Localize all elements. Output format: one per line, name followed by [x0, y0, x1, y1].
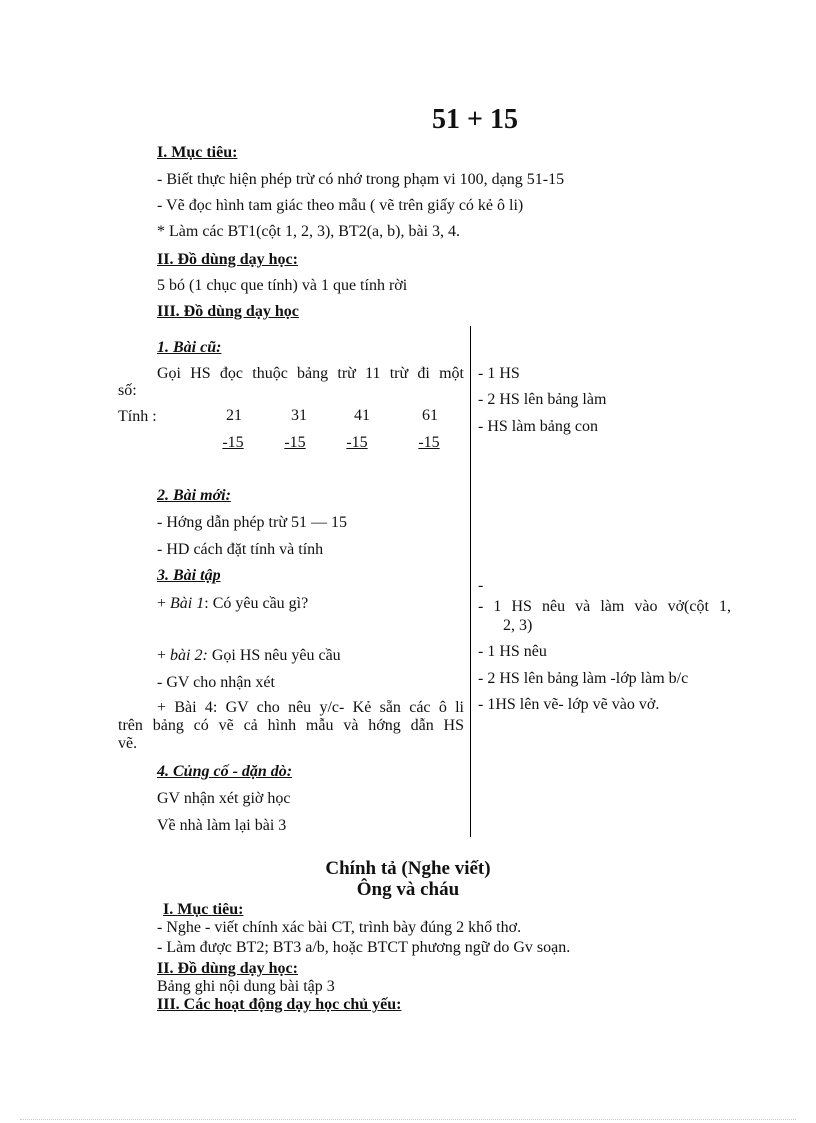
- dictation-activities-heading: III. Các hoạt động dạy học chủ yếu:: [157, 996, 402, 1013]
- calc-top-2: 31: [291, 407, 307, 424]
- new-lesson-line-1: - Hớng dẫn phép trừ 51 — 15: [157, 514, 347, 531]
- old-lesson-heading: 1. Bài cũ:: [157, 339, 222, 356]
- exercise-2-prefix: +: [157, 647, 171, 664]
- calc-top-4: 61: [422, 407, 438, 424]
- section-objectives-heading: I. Mục tiêu:: [157, 144, 238, 161]
- student-activity-7: - 2 HS lên bảng làm -lớp làm b/c: [478, 670, 689, 687]
- exercise-2-text: Gọi HS nêu yêu cầu: [207, 647, 341, 664]
- exercise-1: [157, 594, 308, 614]
- dictation-subtitle: Ông và cháu: [356, 879, 460, 900]
- objective-line-2: - Vẽ đọc hình tam giác theo mẫu ( vẽ trên giấy có kẻ ô li): [157, 197, 524, 214]
- new-lesson-heading: 2. Bài mới:: [157, 487, 231, 504]
- calc-sub-2: -15: [284, 434, 306, 451]
- old-lesson-task: Gọi HS đọc thuộc bảng trừ 11 trừ đi một: [157, 365, 464, 382]
- exercise-1-prefix: +: [157, 595, 171, 612]
- wrap-up-heading: 4. Củng cố - dặn dò:: [157, 763, 293, 780]
- wrap-up-line-2: Về nhà làm lại bài 3: [157, 817, 287, 834]
- page-bottom-divider: [20, 1119, 796, 1120]
- new-lesson-line-2: - HD cách đặt tính và tính: [157, 541, 324, 558]
- exercise-4-line-3: vẽ.: [118, 735, 138, 752]
- dictation-title: Chính tả (Nghe viết): [325, 858, 491, 879]
- section-activities-heading: III. Đồ dùng dạy học: [157, 303, 299, 320]
- objective-line-3: * Làm các BT1(cột 1, 2, 3), BT2(a, b), bài 3, 4.: [157, 223, 461, 240]
- dictation-objectives-heading: I. Mục tiêu:: [163, 901, 244, 918]
- column-divider: [470, 326, 471, 837]
- dictation-objective-2: - Làm được BT2; BT3 a/b, hoặc BTCT phương ngữ do Gv soạn.: [157, 939, 571, 956]
- objective-line-1: - Biết thực hiện phép trừ có nhớ trong phạm vi 100, dạng 51-15: [157, 171, 565, 188]
- calc-top-3: 41: [354, 407, 370, 424]
- dictation-objective-1: - Nghe - viết chính xác bài CT, trình bày đúng 2 khổ thơ.: [157, 919, 522, 936]
- exercise-2-label: bài 2:: [170, 647, 208, 664]
- dictation-materials-heading: II. Đồ dùng dạy học:: [157, 960, 298, 977]
- exercise-2: [157, 646, 341, 666]
- calc-sub-3: -15: [346, 434, 368, 451]
- exercise-1-label: Bài 1: [170, 595, 205, 612]
- wrap-up-line-1: GV nhận xét giờ học: [157, 790, 291, 807]
- student-activity-1: - 1 HS: [478, 365, 520, 382]
- exercise-review: - GV cho nhận xét: [157, 674, 275, 691]
- calc-top-1: 21: [226, 407, 242, 424]
- student-activity-5-cont: 2, 3): [503, 617, 533, 634]
- student-activity-3: - HS làm bảng con: [478, 418, 598, 435]
- calc-label: Tính :: [118, 408, 157, 425]
- section-materials-heading: II. Đồ dùng dạy học:: [157, 251, 298, 268]
- old-lesson-task-cont: số:: [118, 382, 137, 399]
- exercise-4-line-2: trên bảng có vẽ cả hình mẫu và hớng dẫn HS: [118, 717, 464, 734]
- student-activity-2: - 2 HS lên bảng làm: [478, 391, 607, 408]
- calc-sub-4: -15: [418, 434, 440, 451]
- student-activity-6: - 1 HS nêu: [478, 643, 547, 660]
- student-activity-8: - 1HS lên vẽ- lớp vẽ vào vở.: [478, 696, 660, 713]
- exercise-4-line-1: + Bài 4: GV cho nêu y/c- Kẻ sẵn các ô li: [157, 699, 464, 716]
- exercise-1-text: : Có yêu cầu gì?: [204, 595, 309, 612]
- student-activity-5: - 1 HS nêu và làm vào vở(cột 1,: [478, 598, 731, 615]
- materials-line: 5 bó (1 chục que tính) và 1 que tính rời: [157, 277, 408, 294]
- student-activity-4: -: [478, 577, 484, 594]
- page-title: 51 + 15: [432, 104, 518, 135]
- dictation-materials-line: Bảng ghi nội dung bài tập 3: [157, 978, 335, 995]
- exercises-heading: 3. Bài tập: [157, 567, 221, 584]
- calc-sub-1: -15: [222, 434, 244, 451]
